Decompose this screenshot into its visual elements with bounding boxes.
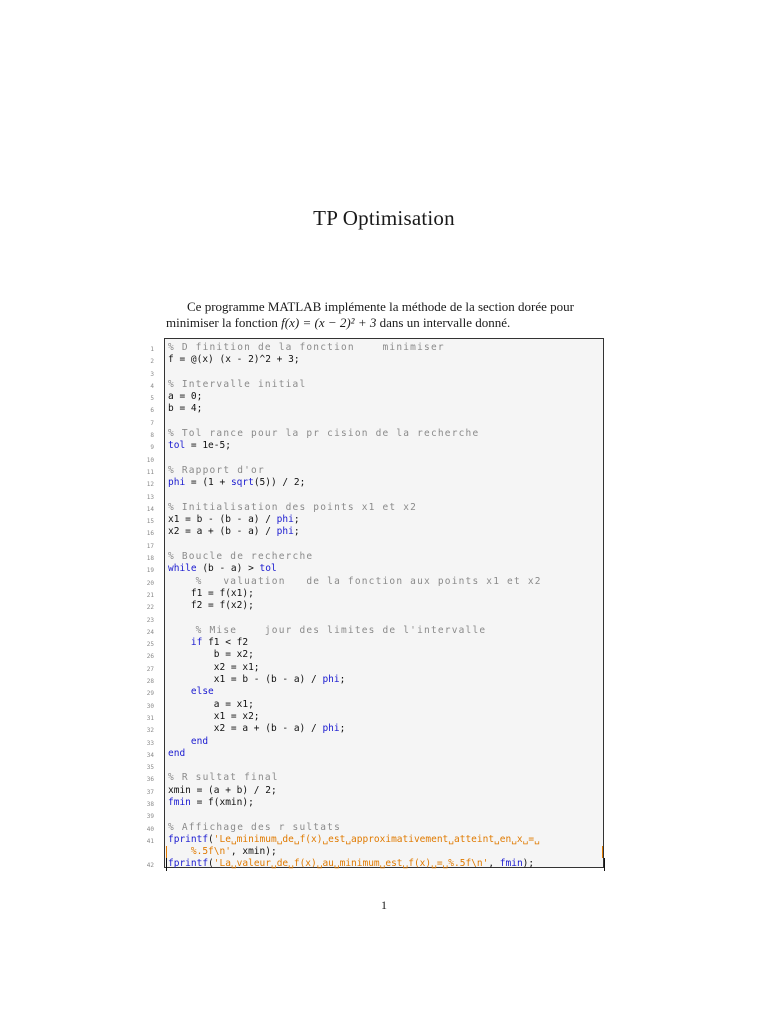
code-text	[168, 723, 345, 735]
code-line	[140, 797, 610, 809]
line-number: 10	[146, 456, 154, 464]
code-text	[168, 563, 277, 575]
code-comment: % Mise jour des limites de l'intervalle	[168, 624, 487, 636]
code-variable: phi	[276, 526, 294, 538]
intro-paragraph	[166, 299, 602, 331]
line-number: 12	[146, 481, 154, 489]
code-variable: tol	[259, 563, 277, 575]
code-text: (b - a) >	[196, 563, 260, 575]
code-line	[140, 453, 610, 465]
continuation-marker-left	[166, 846, 167, 858]
code-comment: % Affichage des r sultats	[168, 821, 341, 833]
code-comment: % D finition de la fonction minimiser	[168, 342, 445, 353]
continuation-marker-right	[602, 846, 603, 858]
code-line	[140, 711, 610, 723]
line-number: 6	[150, 407, 154, 415]
code-text	[168, 858, 534, 870]
code-text: ;	[339, 674, 346, 686]
code-text: x2 = a + (b - a) /	[168, 723, 323, 735]
code-text: = f(xmin);	[190, 796, 254, 808]
code-comment: % Initialisation des points x1 et x2	[168, 501, 418, 513]
code-variable: phi	[168, 477, 186, 489]
code-text: ;	[293, 526, 300, 538]
code-text: (5)) / 2;	[253, 477, 306, 489]
code-line	[140, 600, 610, 612]
code-line	[140, 342, 610, 354]
code-comment: % R sultat final	[168, 772, 279, 784]
code-variable: fmin	[168, 796, 191, 808]
code-text	[168, 637, 248, 649]
code-function: fprintf	[168, 858, 209, 870]
line-number: 41	[146, 837, 154, 845]
line-number: 39	[146, 813, 154, 821]
line-number: 5	[150, 395, 154, 403]
line-number: 25	[146, 641, 154, 649]
code-line	[140, 391, 610, 403]
code-line	[140, 576, 610, 588]
code-indent	[168, 637, 191, 648]
code-text: f1 < f2	[202, 637, 249, 649]
page-number: 1	[381, 898, 387, 912]
code-variable: phi	[322, 723, 340, 735]
code-indent	[168, 686, 191, 697]
code-variable: phi	[276, 514, 294, 526]
code-line	[140, 625, 610, 637]
code-comment: % Intervalle initial	[168, 378, 307, 390]
line-number: 7	[150, 419, 154, 427]
code-text: (	[208, 858, 214, 870]
code-line	[140, 858, 610, 870]
line-number: 20	[146, 579, 154, 587]
line-number: 33	[146, 739, 154, 747]
line-number: 28	[146, 678, 154, 686]
code-line	[140, 834, 610, 846]
code-text	[168, 526, 300, 538]
line-number: 17	[146, 542, 154, 550]
code-line	[140, 563, 610, 575]
code-text	[168, 797, 254, 809]
code-line	[140, 699, 610, 711]
code-line	[140, 772, 610, 784]
code-function: sqrt	[230, 477, 254, 489]
line-number: 13	[146, 493, 154, 501]
line-number: 35	[146, 764, 154, 772]
code-line	[140, 367, 610, 379]
code-string: %.5f\n'	[168, 846, 231, 858]
line-number: 18	[146, 555, 154, 563]
code-text: f1 = f(x1);	[168, 587, 254, 599]
line-number: 31	[146, 714, 154, 722]
code-variable: fmin	[499, 858, 523, 870]
line-number: 16	[146, 530, 154, 538]
code-text: x2 = x1;	[168, 661, 260, 673]
line-number: 42	[146, 862, 154, 870]
code-text	[168, 846, 277, 858]
line-number: 27	[146, 665, 154, 673]
code-line	[140, 822, 610, 834]
code-variable: tol	[168, 440, 186, 452]
code-keyword: else	[190, 686, 214, 698]
code-text: = 1e-5;	[185, 440, 231, 452]
line-number: 24	[146, 628, 154, 636]
intro-formula: f(x) = (x − 2)² + 3	[281, 315, 377, 330]
code-line	[140, 490, 610, 502]
code-text: b = x2;	[168, 649, 254, 661]
code-text: b = 4;	[168, 403, 203, 415]
code-text	[168, 834, 540, 846]
code-text: = (1 +	[185, 477, 231, 489]
line-number: 9	[150, 444, 154, 452]
intro-text-after: dans un intervalle donné.	[376, 315, 511, 330]
code-keyword: end	[190, 735, 209, 747]
line-number: 4	[150, 382, 154, 390]
line-number: 29	[146, 690, 154, 698]
line-number: 38	[146, 800, 154, 808]
code-text: ,	[488, 858, 500, 870]
code-line	[140, 502, 610, 514]
line-number: 30	[146, 702, 154, 710]
code-text: x1 = b - (b - a) /	[168, 514, 277, 526]
code-line	[140, 440, 610, 452]
code-line	[140, 514, 610, 526]
code-keyword: end	[168, 747, 186, 759]
code-string: 'La␣valeur␣de␣f(x)␣au␣minimum␣est␣f(x)␣=␣%.5f\n'	[213, 858, 489, 870]
line-number: 11	[146, 468, 154, 476]
code-line-continuation	[140, 846, 610, 858]
code-text: a = x1;	[168, 698, 254, 710]
line-number: 15	[146, 518, 154, 526]
code-line	[140, 809, 610, 821]
code-text	[168, 440, 231, 452]
code-text	[168, 674, 345, 686]
code-keyword: while	[168, 563, 197, 575]
code-line	[140, 760, 610, 772]
code-line	[140, 465, 610, 477]
code-listing	[140, 342, 610, 871]
code-comment: % valuation de la fonction aux points x1 et x2	[168, 575, 542, 587]
code-text: x1 = b - (b - a) /	[168, 674, 323, 686]
code-keyword: if	[190, 637, 203, 649]
code-line	[140, 403, 610, 415]
code-line	[140, 428, 610, 440]
line-number: 19	[146, 567, 154, 575]
code-text: );	[522, 858, 535, 870]
code-text: , xmin);	[230, 846, 277, 858]
code-text	[168, 736, 208, 748]
code-line	[140, 379, 610, 391]
intro-line-1: Ce programme MATLAB implémente la méthode de la section dorée pour	[187, 299, 574, 314]
line-number: 26	[146, 653, 154, 661]
code-line	[140, 477, 610, 489]
code-text: ;	[293, 514, 300, 526]
line-number: 34	[146, 751, 154, 759]
code-line	[140, 785, 610, 797]
line-number: 8	[150, 432, 154, 440]
line-number: 37	[146, 788, 154, 796]
code-line	[140, 649, 610, 661]
code-line	[140, 686, 610, 698]
code-text: f2 = f(x2);	[168, 600, 254, 612]
line-number: 14	[146, 505, 154, 513]
line-number: 40	[146, 825, 154, 833]
code-text	[168, 686, 214, 698]
line-marker-left	[166, 858, 167, 870]
code-line	[140, 674, 610, 686]
code-text: xmin = (a + b) / 2;	[168, 784, 277, 796]
code-text: a = 0;	[168, 391, 203, 403]
code-line	[140, 416, 610, 428]
code-line	[140, 613, 610, 625]
code-text	[168, 477, 305, 489]
code-variable: phi	[322, 674, 340, 686]
line-number: 2	[150, 358, 154, 366]
code-text: f = @(x) (x - 2)^2 + 3;	[168, 354, 300, 366]
code-function: fprintf	[168, 833, 209, 845]
line-number: 32	[146, 727, 154, 735]
code-text	[168, 514, 300, 526]
line-number: 23	[146, 616, 154, 624]
line-number: 3	[150, 370, 154, 378]
code-line	[140, 736, 610, 748]
code-comment: % Rapport d'or	[168, 464, 265, 476]
code-text: (	[208, 833, 214, 845]
code-line	[140, 723, 610, 735]
line-number: 36	[146, 776, 154, 784]
code-text: x2 = a + (b - a) /	[168, 526, 277, 538]
code-line	[140, 354, 610, 366]
line-marker-right	[604, 858, 605, 870]
code-string: 'Le␣minimum␣de␣f(x)␣est␣approximativement␣atteint␣en␣x␣=␣	[213, 833, 540, 845]
code-line	[140, 637, 610, 649]
code-line	[140, 662, 610, 674]
code-line	[140, 588, 610, 600]
code-comment: % Boucle de recherche	[168, 551, 314, 563]
code-indent	[168, 736, 191, 747]
code-text: x1 = x2;	[168, 710, 260, 722]
intro-line-2	[166, 315, 602, 331]
intro-text-before: minimiser la fonction	[166, 315, 282, 330]
code-comment: % Tol rance pour la pr cision de la recherche	[168, 428, 480, 440]
code-text: ;	[339, 723, 346, 735]
code-line	[140, 551, 610, 563]
code-line	[140, 526, 610, 538]
code-line	[140, 539, 610, 551]
line-number: 21	[146, 591, 154, 599]
code-line	[140, 748, 610, 760]
page-title: TP Optimisation	[313, 206, 455, 230]
line-number: 22	[146, 604, 154, 612]
line-number: 1	[150, 346, 154, 353]
